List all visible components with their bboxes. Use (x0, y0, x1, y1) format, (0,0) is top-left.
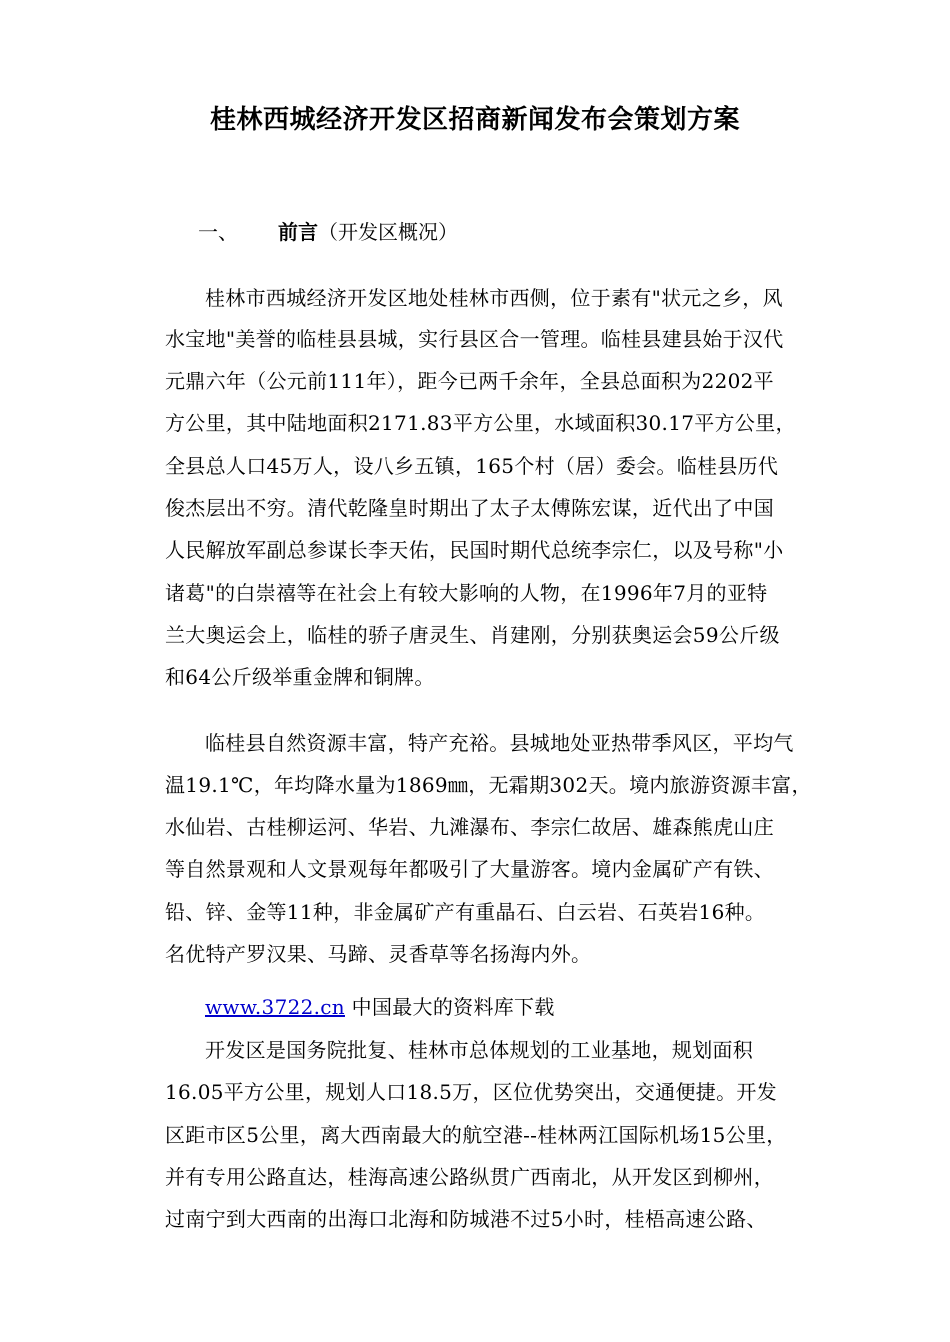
section-heading-bold: 前言 (278, 220, 318, 244)
paragraph-line: 俊杰层出不穷。清代乾隆皇时期出了太子太傅陈宏谋，近代出了中国 (165, 496, 774, 520)
paragraph-line: 16.05平方公里，规划人口18.5万，区位优势突出，交通便捷。开发 (165, 1080, 777, 1104)
paragraph-line: 铅、锌、金等11种，非金属矿产有重晶石、白云岩、石英岩16种。 (165, 900, 766, 924)
paragraph-line: 元鼎六年（公元前111年），距今已两千余年，全县总面积为2202平 (165, 369, 774, 393)
paragraph-line: 过南宁到大西南的出海口北海和防城港不过5小时，桂梧高速公路、 (165, 1207, 767, 1231)
paragraph-line: 名优特产罗汉果、马蹄、灵香草等名扬海内外。 (165, 942, 592, 966)
download-link-line (205, 987, 905, 1027)
paragraph-line: 并有专用公路直达，桂海高速公路纵贯广西南北，从开发区到柳州， (165, 1165, 774, 1189)
document-title: 桂林西城经济开发区招商新闻发布会策划方案 (209, 105, 740, 135)
paragraph-line: 温19.1℃，年均降水量为1869㎜，无霜期302天。境内旅游资源丰富， (165, 773, 812, 797)
section-heading-subtitle: （开发区概况） (318, 220, 458, 244)
paragraph-line: 兰大奥运会上，临桂的骄子唐灵生、肖建刚，分别获奥运会59公斤级 (165, 623, 780, 647)
download-link-text: 中国最大的资料库下载 (344, 995, 555, 1019)
paragraph-line: 开发区是国务院批复、桂林市总体规划的工业基地，规划面积 (205, 1038, 754, 1062)
section-heading (198, 214, 458, 250)
paragraph-line: 临桂县自然资源丰富，特产充裕。县城地处亚热带季风区，平均气 (205, 731, 794, 755)
paragraph-line: 全县总人口45万人，设八乡五镇，165个村（居）委会。临桂县历代 (165, 454, 779, 478)
paragraph-line: 人民解放军副总参谋长李天佑，民国时期代总统李宗仁，以及号称"小 (165, 538, 784, 562)
paragraph-line: 桂林市西城经济开发区地处桂林市西侧，位于素有"状元之乡，风 (205, 286, 783, 310)
paragraph-line: 方公里，其中陆地面积2171.83平方公里，水域面积30.17平方公里， (165, 411, 796, 435)
paragraph-line: 等自然景观和人文景观每年都吸引了大量游客。境内金属矿产有铁、 (165, 857, 774, 881)
section-number: 一、 (198, 220, 238, 244)
paragraph-line: 和64公斤级举重金牌和铜牌。 (165, 665, 435, 689)
download-link[interactable]: www.3722.cn (205, 995, 345, 1019)
paragraph-line: 水宝地"美誉的临桂县县城，实行县区合一管理。临桂县建县始于汉代 (165, 327, 784, 351)
paragraph-line: 区距市区5公里，离大西南最大的航空港--桂林两江国际机场15公里， (165, 1123, 787, 1147)
paragraph-line: 水仙岩、古桂柳运河、华岩、九滩瀑布、李宗仁故居、雄森熊虎山庄 (165, 815, 774, 839)
paragraph-line: 诸葛"的白崇禧等在社会上有较大影响的人物，在1996年7月的亚特 (165, 581, 768, 605)
